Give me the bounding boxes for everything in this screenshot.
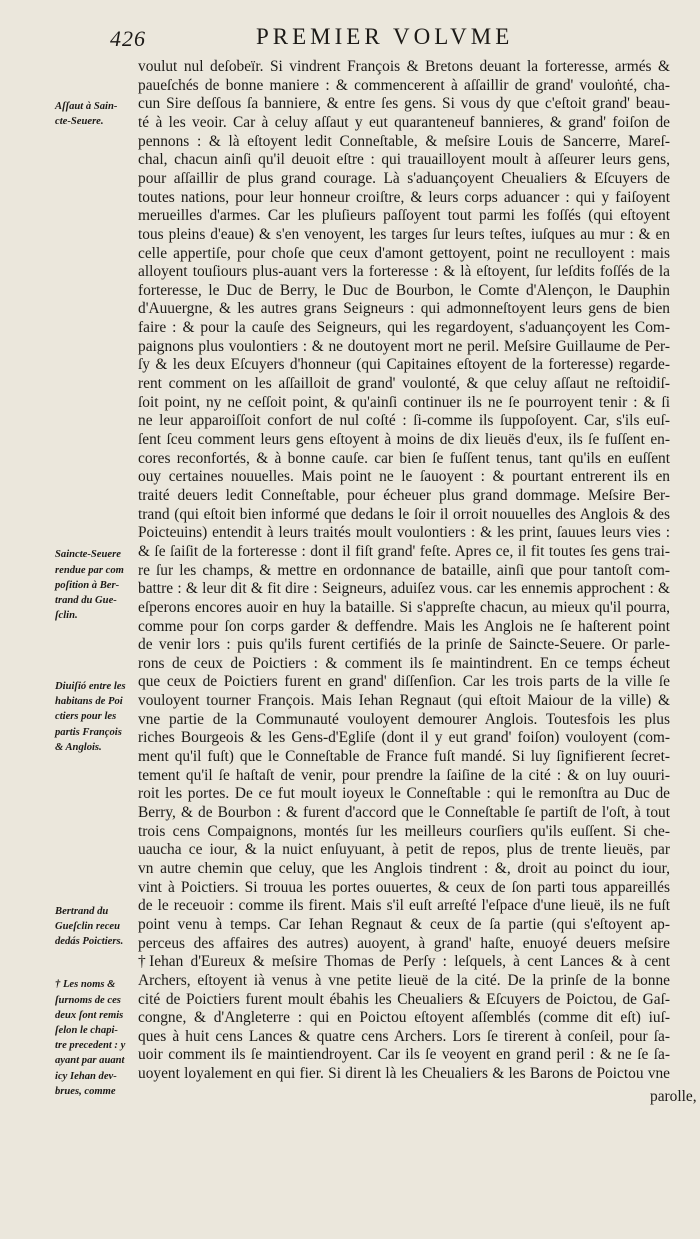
text-line: Berry, & de Bourbon : & furent d'accord que le Conneſtable ſe partiſt de l'oſt, à tout <box>138 804 670 821</box>
text-line: ſy & les deux Eſcuyers d'honneur (qui Capitaines eſtoyent de la forteresse) regarde- <box>138 356 670 374</box>
text-line: comme pour ſon corps garder & deffendre. Mais les Anglois ne ſe haſterent point <box>138 617 670 635</box>
text-line: tous pleins d'eaue) & s'en venoyent, les targes ſur leurs teſtes, iuſques au mur : & en <box>138 225 670 243</box>
text-line: paueſchés de bonne maniere : & commencerent à aſſaillir de grand' vouloṅté, cha- <box>138 76 670 94</box>
text-line: vouloyent tourner François. Mais Iehan Regnaut (qui eſtoit Maiour de la ville) & <box>138 692 670 710</box>
text-line: cun Sire deſſous ſa banniere, & entre ſes gens. Si vous dy que c'eſtoit grand' beau- <box>138 95 670 113</box>
margin-note-line: ſurnoms de ces <box>55 994 121 1006</box>
text-line: cité de Poictiers furent moult ébahis les Cheualiers & Eſcuyers de Poictou, de Gaſ- <box>138 990 670 1008</box>
text-line: voulut nul deſobeïr. Si vindrent François & Bretons deuant la forteresse, armés & <box>138 58 670 75</box>
margin-note-line: habitans de Poi <box>55 696 123 708</box>
text-line: vn autre chemin que celuy, que les Anglois tindrent : &, droit au poinct du iour, <box>138 859 670 877</box>
margin-note-line: Aſſaut à Sain- <box>55 100 118 112</box>
text-line: chal, chacun ainſi qu'il deuoit eſtre : qui trauailloyent moult à aſſeurer leurs gens, <box>138 151 670 169</box>
text-line: de venir lors : puis qu'ils furent certifiés de la prinſe de Saincte-Seuere. Or parle- <box>138 636 670 654</box>
margin-note-line: Saincte-Seuere <box>55 549 121 561</box>
margin-note-line: Gueſclin receu <box>55 920 121 932</box>
text-line: té à les veoir. Car à celuy aſſaut y eut quaranteneuf bannieres, & grand' foiſon de <box>138 113 670 131</box>
margin-note-line: ſclin. <box>55 610 78 622</box>
text-line: toutes nations, pour leur honneur croiſtre, & leurs corps aduancer : qui y faiſoyent <box>138 188 670 206</box>
text-line: vne partie de la Communauté vouloyent demourer Anglois. Toutesfois les plus <box>138 710 670 728</box>
text-line: uoyent loyalement en qui fier. Si dirent là les Cheualiers & les Barons de Poictou vne <box>138 1065 670 1083</box>
margin-note-line: trand du Gue- <box>55 595 117 607</box>
text-line: de le receuoir : comme ils firent. Mais s'il euſt arreſté l'eſpace d'une lieuë, ils ne fuſt <box>138 897 670 915</box>
text-line: paignons plus voulontiers : & ne doutoyent mort ne peril. Meſsire Guillaume de Per- <box>138 337 670 355</box>
text-line: d'Auuergne, & les autres grans Seigneurs : qui admonneſtoyent leurs gens de bien <box>138 300 670 318</box>
running-title: PREMIER VOLVME <box>256 24 514 49</box>
margin-note-line: icy Iehan dev- <box>55 1070 117 1082</box>
text-line: trand (qui eſtoit bien informé que dedans le ſoir il orroit nouuelles des Anglois & des <box>138 505 670 523</box>
text-line: vint à Poictiers. Si trouua les portes ouuertes, & ceux de ſon parti tous appareillés <box>138 878 670 896</box>
catchword: parolle, <box>650 1088 697 1105</box>
margin-note-line: ſelon le chapi- <box>55 1024 118 1036</box>
margin-note-line: ayant par auant <box>55 1055 125 1067</box>
text-line: ſent ſceu comment leurs gens eſtoyent à moins de dix lieuës d'eux, ils ſe fuſſent en- <box>138 431 670 448</box>
margin-note-line: ctiers pour les <box>55 711 117 723</box>
margin-note-line: Diuiſió entre les <box>55 680 126 692</box>
margin-note-line: cte-Seuere. <box>55 116 104 128</box>
text-line: ouy certaines nouuelles. Mais point ne le ſauoyent : & pourtant entrerent ils en <box>138 468 670 486</box>
text-line: riches Bourgeois & les Gens-d'Egliſe (dont il y eut grand' foiſon) vouloyent (com- <box>138 729 670 747</box>
text-line: Archers, eſtoyent ià venus à vne petite lieuë de la cité. De la prinſe de la bonne <box>138 971 670 989</box>
text-line: & ſe ſaiſit de la forteresse : dont il fiſt grand' feſte. Apres ce, il fit toutes ſes gens trai- <box>138 542 670 560</box>
text-line: forteresse, le Duc de Berry, le Duc de Bourbon, le Comte d'Alençon, le Dauphin <box>138 281 670 299</box>
text-line: ſoit point, ny ne ceſſoit point, & qu'ainſi continuer ils ne ſe pourroyent tenir : & ſi <box>138 393 670 411</box>
margin-note-line: deux ſont remis <box>55 1009 124 1021</box>
text-line: tement qu'il ſe haſtaſt de venir, pour prendre la ſaiſine de la cité : & on luy ouuri- <box>138 766 670 784</box>
text-line: battre : & leur dit & fit dire : Seigneurs, aduiſez vous. car les ennemis approchent : & <box>138 580 670 598</box>
text-line: Poicteuins) entendit à leurs traités moult voulontiers : & les print, ſauues leurs vies : <box>138 524 670 542</box>
text-line: alloyent touſiours plus-auant vers la forteresse : & là eſtoyent, ſur leſdits foſſés de la <box>138 263 670 281</box>
text-line: congne, & d'Angleterre : qui en Poictou eſtoyent aſſemblés (comme dit eſt) iuſ- <box>138 1009 670 1027</box>
margin-note-line: rendue par com <box>55 564 124 576</box>
margin-note-line: & Anglois. <box>55 741 102 753</box>
text-line: point venu à temps. Car Iehan Regnaut & ceux de ſa partie (qui s'eſtoyent ap- <box>138 915 670 933</box>
text-line: trois cens Compaignons, montés ſur les meilleurs courſiers qu'ils euſſent. Si che- <box>138 822 670 840</box>
margin-note-line: † Les noms & <box>55 979 116 991</box>
margin-note-line: partis François <box>55 726 122 738</box>
text-line: †Iehan d'Eureux & meſsire Thomas de Perſy : leſquels, à cent Lances & à cent <box>138 953 670 971</box>
text-line: que ceux de Poictiers furent en grand' diſſenſion. Car les trois parts de la ville ſe <box>138 673 670 691</box>
text-line: cores reconfortés, & à bonne cauſe. car bien ſe fuſſent tenus, tant qu'ils en euſſent <box>138 449 670 467</box>
text-line: ment qu'il fuſt) que le Conneſtable de France fuſt mandé. Si luy ſignifierent ſecret- <box>138 748 670 766</box>
text-line: ne leur apparoiſſoit confort de nul coſté : ſi-comme ils ſuppoſoyent. Car, s'ils euſ- <box>138 412 670 430</box>
margin-note-line: poſition à Ber- <box>55 579 120 591</box>
text-line: uaucha ce iour, & la nuict enſuyuant, à petit de repos, plus de trente lieuës, par <box>138 841 670 859</box>
text-line: faire : & pour la cauſe des Seigneurs, qui les regardoyent, s'aduançoyent les Com- <box>138 319 670 337</box>
page-number: 426 <box>110 26 146 51</box>
text-line: celle appertiſe, pour choſe que ceux d'amont gettoyent, point ne reculloyent : mais <box>138 244 670 262</box>
text-line: traité deuers ledit Conneſtable, pour écheuer plus grand dommage. Meſsire Ber- <box>138 486 670 504</box>
margin-note-line: dedás Poictiers. <box>55 936 124 948</box>
text-line: perceus des affaires des autres) auoyent, à grand' haſte, enuoyé deuers meſsire <box>138 934 670 952</box>
text-line: uoir comment ils ſe maintiendroyent. Car ils ſe veoyent en grand peril : & ne ſe ſa- <box>138 1046 670 1064</box>
text-line: merueilles d'armes. Car les pluſieurs paſſoyent tout parmi les foſſés (qui eſtoyent <box>138 207 670 225</box>
text-line: rent comment on les aſſailloit de grand' voulonté, & que celuy aſſaut ne reſtoidiſ- <box>138 375 670 393</box>
text-line: rons de ceux de Poictiers : & comment ils ſe maintindrent. En ce temps écheut <box>138 654 670 672</box>
margin-note-line: tre precedent : y <box>55 1040 126 1052</box>
text-line: ques à huit cens Lances & quatre cens Archers. Lors ſe tirerent à conſeil, pour ſa- <box>138 1027 670 1045</box>
text-line: pennons : & là eſtoyent ledit Conneſtable, & meſsire Louis de Sancerre, Mareſ- <box>138 132 670 150</box>
margin-note-line: brues, comme <box>55 1085 116 1097</box>
text-line: roit les portes. De ce fut moult ioyeux le Conneſtable : qui le remonſtra au Duc de <box>138 785 670 803</box>
text-line: eſperons encores auoir en huy la bataille. Si s'appreſte chacun, au mieux qu'il pourra, <box>138 598 670 616</box>
margin-note-line: Bertrand du <box>55 905 109 917</box>
text-line: pour aſſaillir de plus grand courage. Là s'aduançoyent Cheualiers & Eſcuyers de <box>138 169 670 187</box>
text-line: re ſur les champs, & mettre en ordonnance de bataille, ainſi que pour tantoſt com- <box>138 561 670 579</box>
